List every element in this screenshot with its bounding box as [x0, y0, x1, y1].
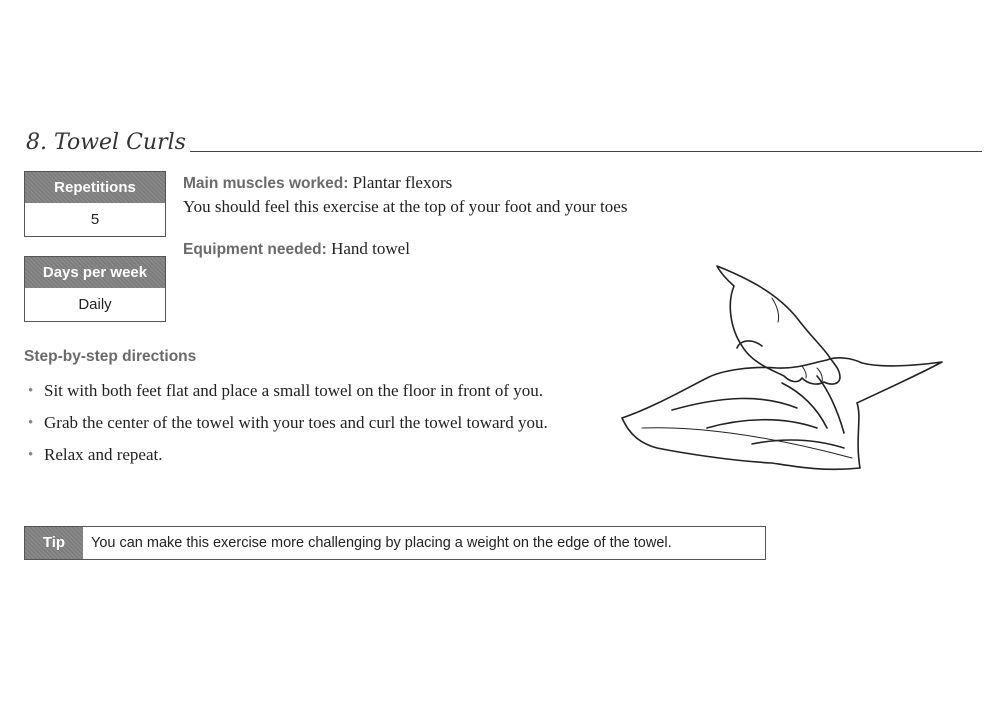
muscles-label: Main muscles worked: [183, 175, 349, 192]
muscles-value: Plantar flexors [352, 173, 453, 192]
equipment-label: Equipment needed: [183, 241, 327, 258]
equipment-value: Hand towel [331, 239, 410, 258]
directions-heading: Step-by-step directions [24, 348, 197, 365]
title-rule [190, 151, 982, 152]
bullet-icon: • [28, 383, 34, 399]
list-item [24, 380, 584, 402]
list-item [24, 412, 584, 434]
step-text: Grab the center of the towel with your toes and curl the towel toward you. [44, 413, 548, 432]
foot-towel-illustration [612, 258, 962, 480]
list-item [24, 444, 584, 466]
foot-shape [717, 266, 840, 384]
exercise-title: 8. Towel Curls [26, 130, 186, 155]
equipment-section [183, 237, 410, 261]
step-text: Relax and repeat. [44, 445, 163, 464]
exercise-title-row [26, 128, 982, 156]
days-per-week-box [24, 256, 166, 322]
tip-label: Tip [25, 527, 83, 559]
directions-list [24, 380, 584, 476]
repetitions-label: Repetitions [25, 172, 165, 203]
repetitions-box [24, 171, 166, 237]
muscles-description: You should feel this exercise at the top of your foot and your toes [183, 197, 628, 216]
step-text: Sit with both feet flat and place a small towel on the floor in front of you. [44, 381, 544, 400]
repetitions-value: 5 [90, 211, 100, 228]
tip-box [24, 526, 766, 560]
bullet-icon: • [28, 415, 34, 431]
days-per-week-label: Days per week [25, 257, 165, 288]
muscles-section [183, 171, 743, 218]
tip-text: You can make this exercise more challenging by placing a weight on the edge of the towel. [91, 535, 672, 551]
days-per-week-value: Daily [78, 296, 112, 313]
bullet-icon: • [28, 447, 34, 463]
